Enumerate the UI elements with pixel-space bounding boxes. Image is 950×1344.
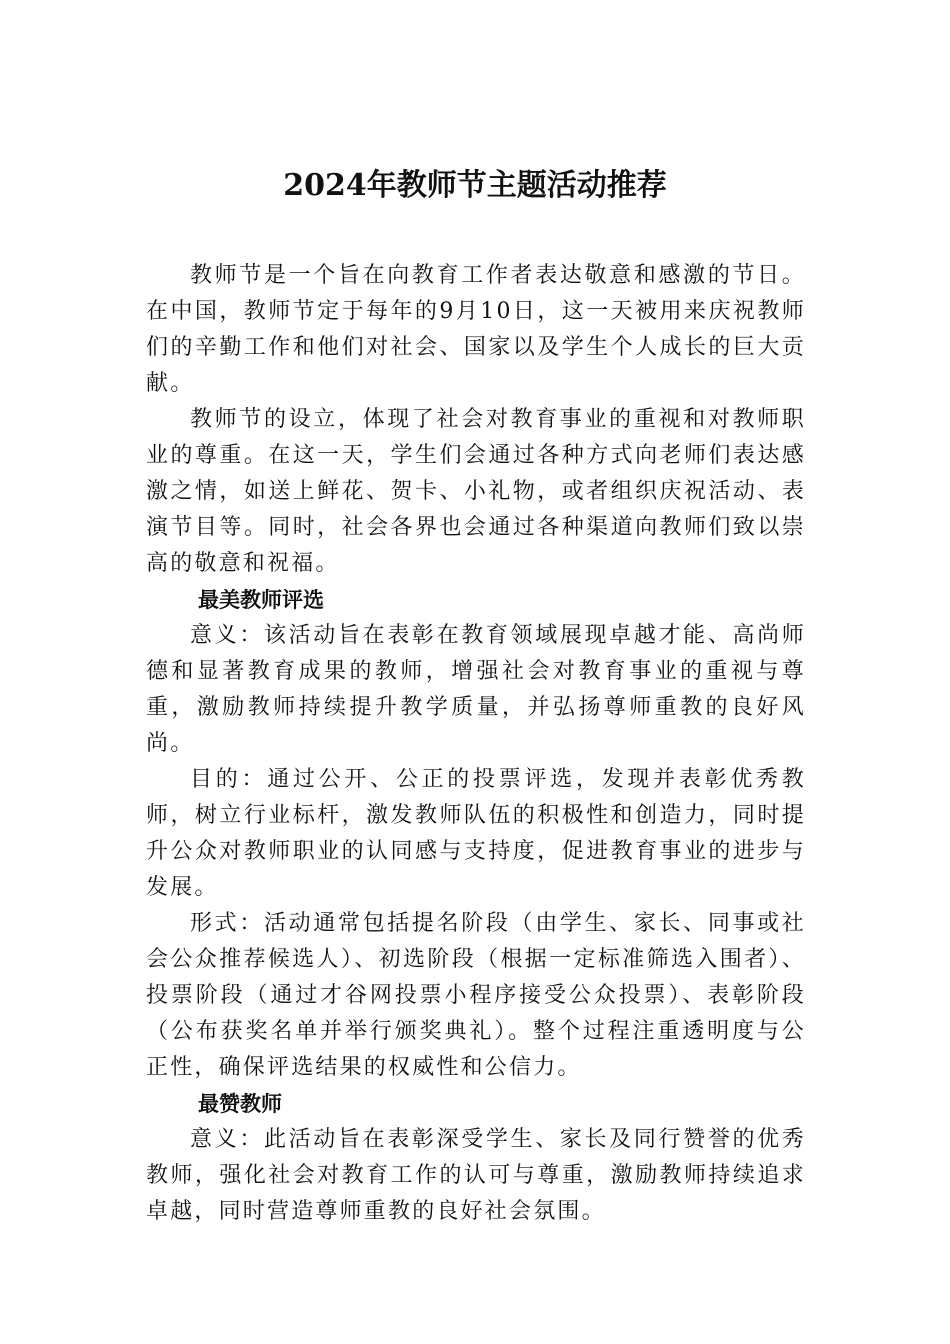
document-title: 2024年教师节主题活动推荐 [283, 168, 667, 203]
intro-paragraph: 教师节是一个旨在向教育工作者表达敬意和感激的节日。在中国，教师节定于每年的9月10日，这一天被用来庆祝教师们的辛勤工作和他们对社会、国家以及学生个人成长的巨大贡献。 [146, 263, 806, 396]
section-paragraph: 形式：活动通常包括提名阶段（由学生、家长、同事或社会公众推荐候选人）、初选阶段（根据一定标准筛选入围者）、投票阶段（通过才谷网投票小程序接受公众投票）、表彰阶段（公布获奖名单并举行颁奖典礼）。整个过程注重透明度与公正性，确保评选结果的权威性和公信力。 [146, 911, 806, 1080]
intro-paragraph: 教师节的设立，体现了社会对教育事业的重视和对教师职业的尊重。在这一天，学生们会通过各种方式向老师们表达感激之情，如送上鲜花、贺卡、小礼物，或者组织庆祝活动、表演节目等。同时，社会各界也会通过各种渠道向教师们致以崇高的敬意和祝福。 [146, 407, 806, 576]
section-heading: 最美教师评选 [198, 588, 324, 612]
section-paragraph: 意义：该活动旨在表彰在教育领域展现卓越才能、高尚师德和显著教育成果的教师，增强社会对教育事业的重视与尊重，激励教师持续提升教学质量，并弘扬尊师重教的良好风尚。 [146, 623, 806, 756]
document-body [146, 258, 806, 1230]
section-paragraph: 目的：通过公开、公正的投票评选，发现并表彰优秀教师，树立行业标杆，激发教师队伍的积极性和创造力，同时提升公众对教师职业的认同感与支持度，促进教育事业的进步与发展。 [146, 767, 806, 900]
section-heading: 最赞教师 [198, 1092, 282, 1116]
section-paragraph: 意义：此活动旨在表彰深受学生、家长及同行赞誉的优秀教师，强化社会对教育工作的认可与尊重，激励教师持续追求卓越，同时营造尊师重教的良好社会氛围。 [146, 1127, 806, 1224]
